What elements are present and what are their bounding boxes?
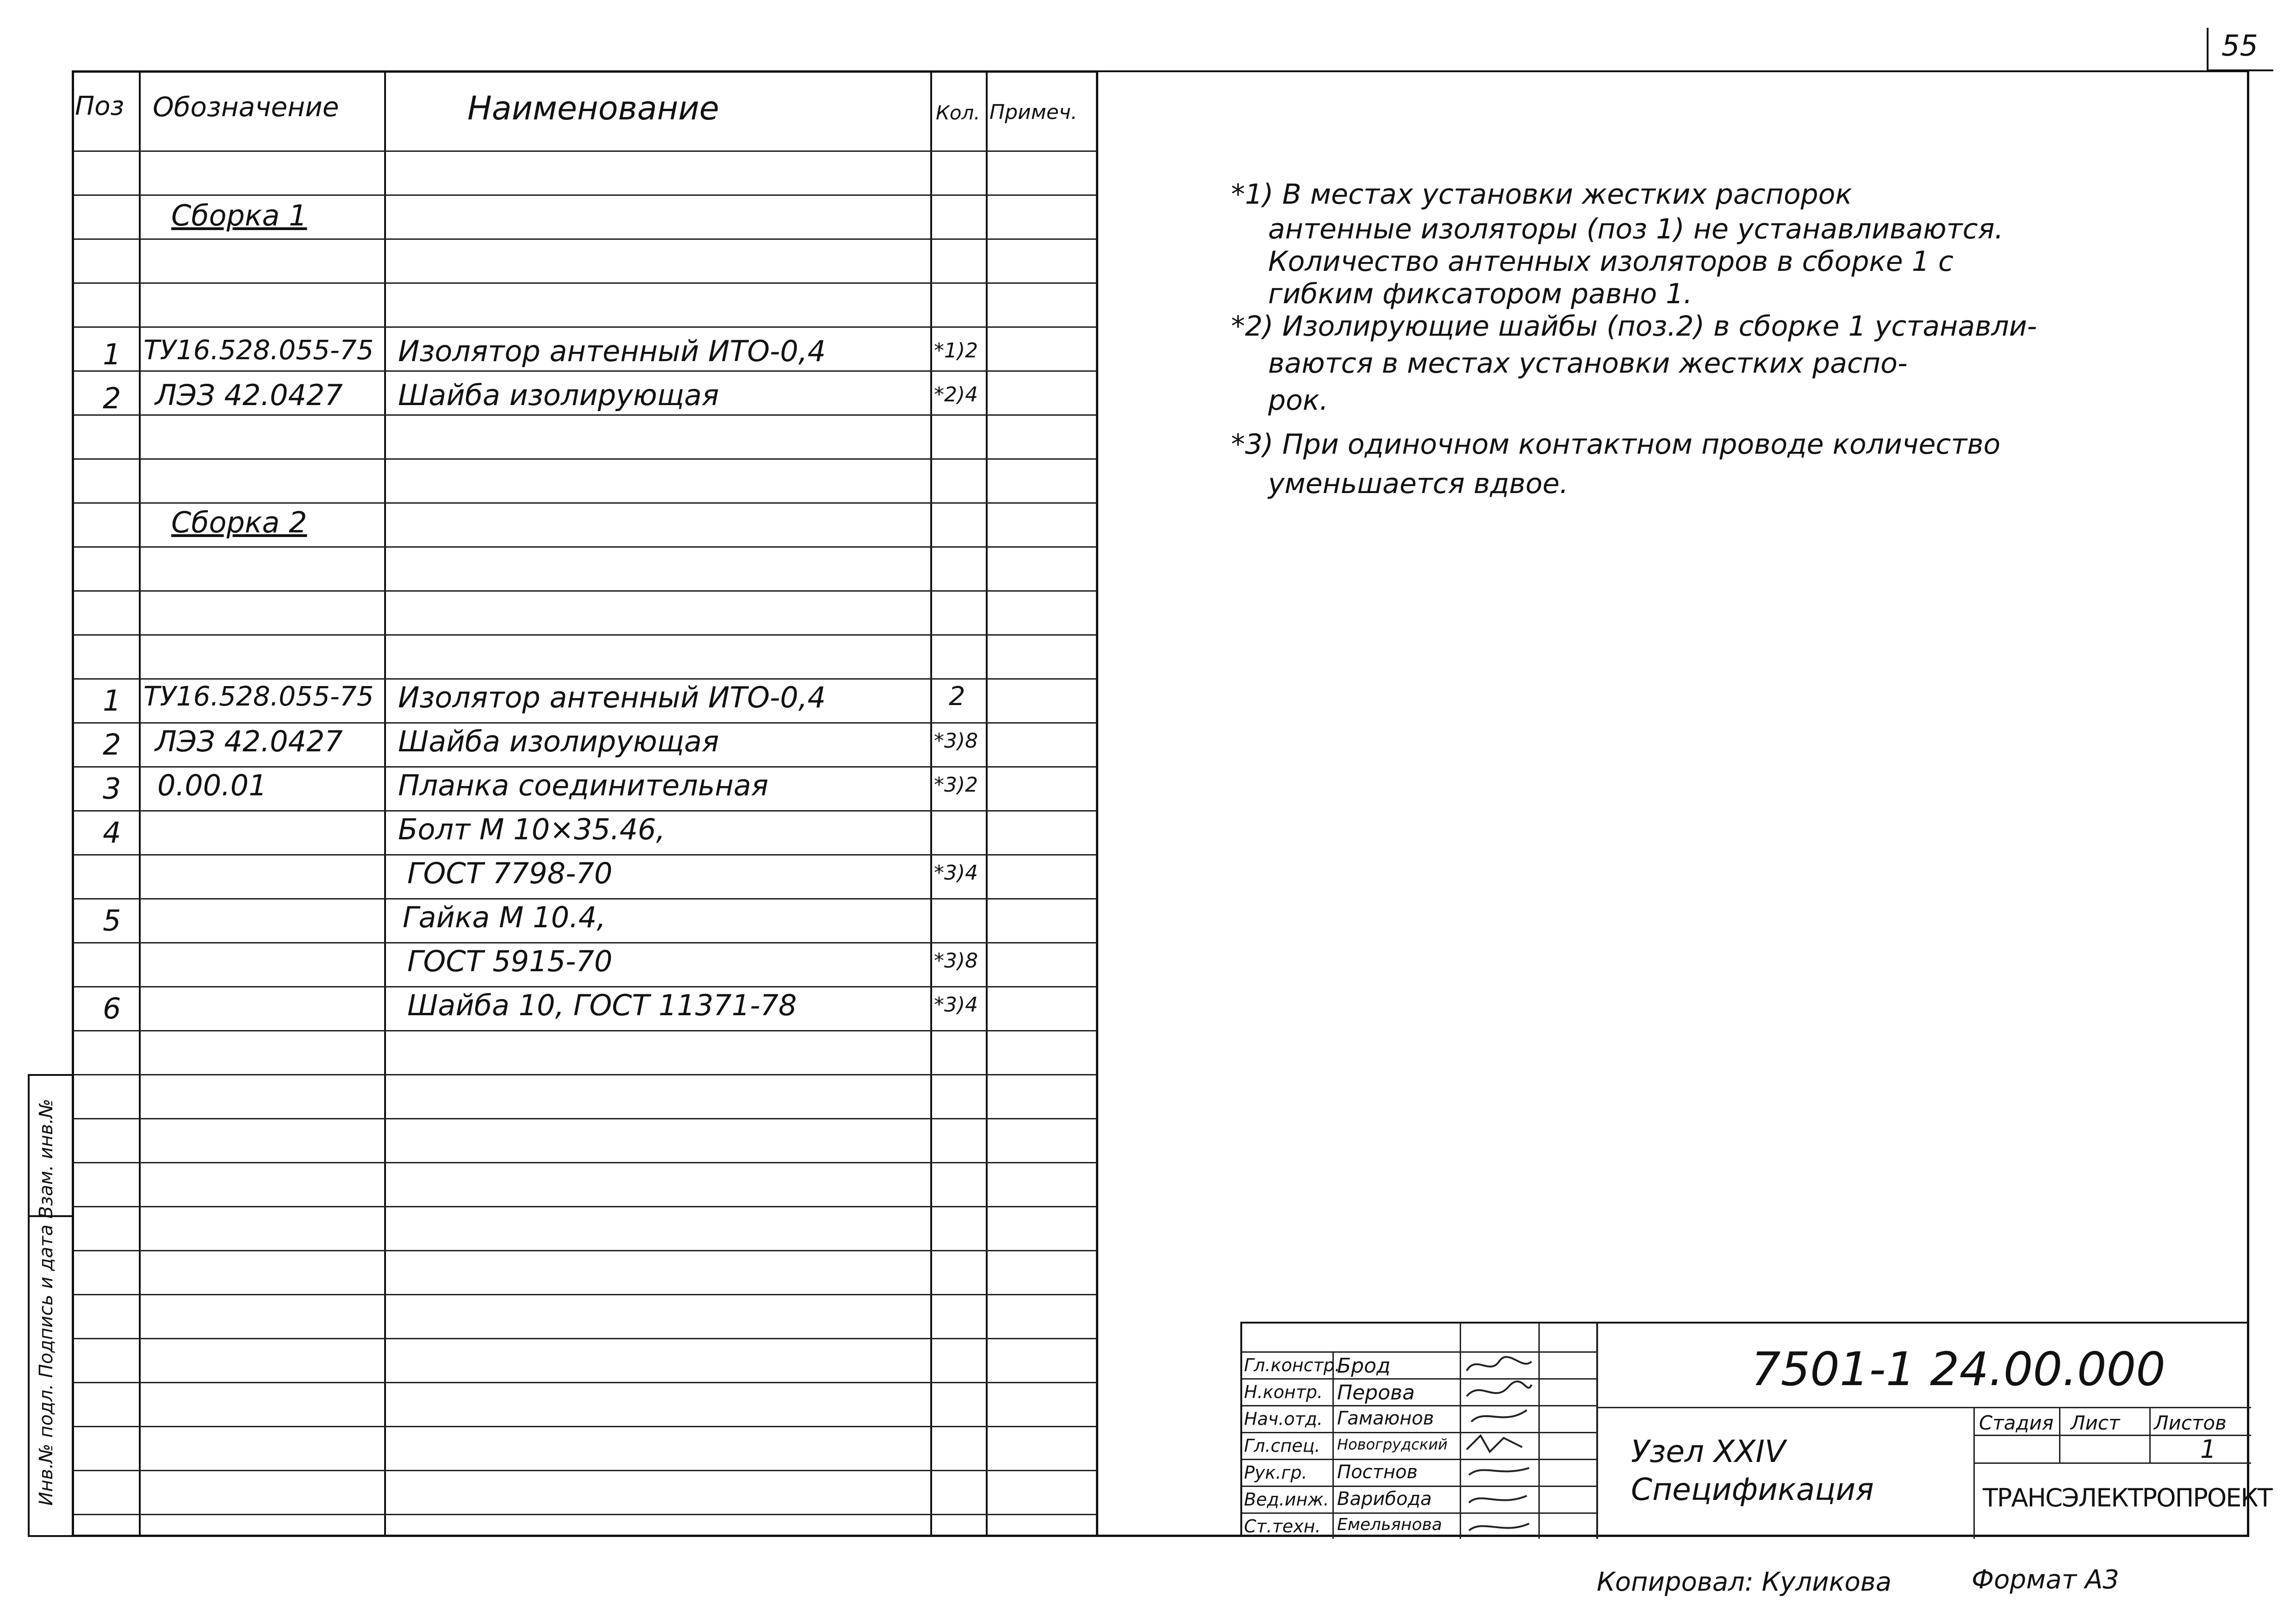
signer-role: Гл.спец. bbox=[1244, 1436, 1320, 1456]
row-line bbox=[74, 1250, 1096, 1251]
row-pos: 2 bbox=[103, 381, 121, 415]
signer-role: Н.контр. bbox=[1244, 1382, 1323, 1402]
row-line bbox=[74, 1162, 1096, 1163]
tb-divider bbox=[1596, 1324, 1598, 1539]
row-qty: *2)4 bbox=[934, 383, 978, 406]
note-line: ваются в местах установки жестких распо- bbox=[1268, 347, 1908, 380]
row-pos: 5 bbox=[103, 904, 121, 937]
side-stamp-text: Инв.№ подл. Подпись и дата Взам. инв.№ bbox=[36, 1099, 57, 1506]
row-pos: 3 bbox=[103, 772, 121, 806]
header-designation: Обозначение bbox=[153, 91, 339, 123]
tb-divider bbox=[1538, 1324, 1540, 1539]
section-title: Сборка 1 bbox=[171, 199, 307, 232]
row-qty: 2 bbox=[949, 681, 965, 712]
signer-name: Варибода bbox=[1337, 1488, 1432, 1510]
row-line bbox=[74, 1470, 1096, 1471]
col-divider-name bbox=[930, 73, 932, 1535]
doc-title: Спецификация bbox=[1631, 1472, 1874, 1507]
note-line: *1) В местах установки жестких распорок bbox=[1231, 178, 1852, 211]
row-qty: *3)8 bbox=[934, 949, 978, 973]
signer-role: Нач.отд. bbox=[1244, 1409, 1323, 1429]
row-line bbox=[74, 1426, 1096, 1427]
row-line bbox=[74, 458, 1096, 460]
col-divider-qty bbox=[986, 73, 988, 1535]
row-line bbox=[74, 1074, 1096, 1075]
signer-name: Емельянова bbox=[1337, 1515, 1442, 1534]
row-qty: *3)4 bbox=[934, 861, 978, 885]
row-designation: ЛЭЗ 42.0427 bbox=[155, 725, 343, 758]
signatures bbox=[1462, 1352, 1536, 1537]
sheet-label: Лист bbox=[2071, 1412, 2120, 1434]
row-pos: 2 bbox=[103, 728, 121, 762]
row-line bbox=[74, 194, 1096, 196]
row-line bbox=[74, 810, 1096, 812]
row-line bbox=[74, 1206, 1096, 1207]
row-line bbox=[74, 590, 1096, 592]
row-line bbox=[74, 942, 1096, 943]
title-block bbox=[1240, 1322, 2272, 1537]
row-designation: ЛЭЗ 42.0427 bbox=[155, 378, 343, 412]
tb-line bbox=[1242, 1432, 1596, 1433]
signer-role: Ст.техн. bbox=[1244, 1516, 1321, 1537]
row-line bbox=[74, 502, 1096, 504]
signer-role: Гл.констр. bbox=[1244, 1355, 1340, 1375]
row-name: Шайба 10, ГОСТ 11371-78 bbox=[407, 988, 797, 1022]
note-line: рок. bbox=[1268, 384, 1329, 417]
row-qty: *1)2 bbox=[934, 339, 978, 362]
sheets-value: 1 bbox=[2200, 1435, 2216, 1464]
tb-line bbox=[1596, 1407, 2251, 1408]
col-divider-pos bbox=[139, 73, 141, 1535]
page-number: 55 bbox=[2221, 29, 2258, 62]
row-pos: 1 bbox=[103, 337, 121, 371]
header-pos: Поз bbox=[75, 91, 124, 121]
tb-line bbox=[1242, 1512, 1596, 1514]
row-name: Шайба изолирующая bbox=[398, 725, 719, 758]
signer-name: Постнов bbox=[1337, 1462, 1418, 1483]
row-line bbox=[74, 150, 1096, 152]
signer-name: Брод bbox=[1337, 1354, 1391, 1378]
row-name: Планка соединительная bbox=[398, 768, 769, 802]
row-qty: *3)8 bbox=[934, 729, 978, 753]
note-line: *2) Изолирующие шайбы (поз.2) в сборке 1 устанавли- bbox=[1231, 310, 2037, 343]
row-name: Шайба изолирующая bbox=[398, 378, 719, 412]
header-name: Наименование bbox=[467, 89, 719, 127]
stage-label: Стадия bbox=[1979, 1412, 2054, 1434]
row-pos: 1 bbox=[103, 684, 121, 718]
unit-title: Узел XXIV bbox=[1631, 1434, 1786, 1469]
row-pos: 4 bbox=[103, 816, 121, 849]
note-line: гибким фиксатором равно 1. bbox=[1268, 278, 1692, 310]
row-line bbox=[74, 1382, 1096, 1383]
row-name: Гайка М 10.4, bbox=[403, 900, 606, 934]
note-line: Количество антенных изоляторов в сборке 1 с bbox=[1268, 245, 1954, 278]
signer-role: Рук.гр. bbox=[1244, 1462, 1307, 1483]
row-line bbox=[74, 326, 1096, 328]
row-line bbox=[74, 1030, 1096, 1031]
row-pos: 6 bbox=[103, 992, 121, 1025]
header-note: Примеч. bbox=[989, 100, 1077, 124]
row-line bbox=[74, 414, 1096, 416]
note-line: уменьшается вдвое. bbox=[1268, 468, 1568, 500]
row-name: Изолятор антенный ИТО-0,4 bbox=[398, 681, 826, 714]
row-line bbox=[74, 1338, 1096, 1339]
row-name: Изолятор антенный ИТО-0,4 bbox=[398, 334, 826, 368]
row-line bbox=[74, 634, 1096, 636]
specification-table bbox=[72, 70, 1098, 1537]
tb-line bbox=[1242, 1486, 1596, 1487]
signer-name: Перова bbox=[1337, 1381, 1415, 1405]
organization: ТРАНСЭЛЕКТРОПРОЕКТ bbox=[1983, 1483, 2272, 1512]
tb-line bbox=[1242, 1378, 1596, 1380]
col-divider-designation bbox=[384, 73, 386, 1535]
row-line bbox=[74, 722, 1096, 724]
copied-by: Копировал: Куликова bbox=[1597, 1567, 1892, 1597]
row-line bbox=[74, 370, 1096, 372]
row-name: ГОСТ 7798-70 bbox=[407, 856, 613, 890]
row-line bbox=[74, 854, 1096, 856]
row-line bbox=[74, 546, 1096, 548]
row-line bbox=[74, 282, 1096, 284]
row-line bbox=[74, 1294, 1096, 1295]
row-designation: 0.00.01 bbox=[157, 768, 267, 802]
format: Формат А3 bbox=[1972, 1565, 2119, 1595]
note-line: антенные изоляторы (поз 1) не устанавливаются. bbox=[1268, 213, 2004, 245]
tb-line bbox=[1242, 1351, 1596, 1353]
tb-divider bbox=[1460, 1324, 1461, 1539]
header-qty: Кол. bbox=[936, 101, 980, 124]
row-name: ГОСТ 5915-70 bbox=[407, 944, 613, 978]
note-line: *3) При одиночном контактном проводе количество bbox=[1231, 428, 2001, 461]
row-line bbox=[74, 1118, 1096, 1119]
row-line bbox=[74, 678, 1096, 680]
row-line bbox=[74, 766, 1096, 768]
signer-role: Вед.инж. bbox=[1244, 1489, 1329, 1510]
row-qty: *3)4 bbox=[934, 993, 978, 1017]
tb-divider bbox=[1973, 1407, 1975, 1539]
row-qty: *3)2 bbox=[934, 773, 978, 797]
signer-name: Гамаюнов bbox=[1337, 1408, 1434, 1429]
row-designation: ТУ16.528.055-75 bbox=[143, 334, 374, 366]
drawing-code: 7501-1 24.00.000 bbox=[1751, 1342, 2165, 1396]
sheets-label: Листов bbox=[2154, 1412, 2227, 1434]
tb-line bbox=[1242, 1405, 1596, 1406]
row-line bbox=[74, 986, 1096, 987]
row-designation: ТУ16.528.055-75 bbox=[143, 681, 374, 712]
tb-line bbox=[1242, 1459, 1596, 1460]
row-line bbox=[74, 238, 1096, 240]
section-title: Сборка 2 bbox=[171, 506, 307, 539]
row-name: Болт М 10×35.46, bbox=[398, 812, 666, 846]
signer-name: Новогрудский bbox=[1337, 1436, 1448, 1453]
row-line bbox=[74, 1514, 1096, 1515]
row-line bbox=[74, 898, 1096, 899]
